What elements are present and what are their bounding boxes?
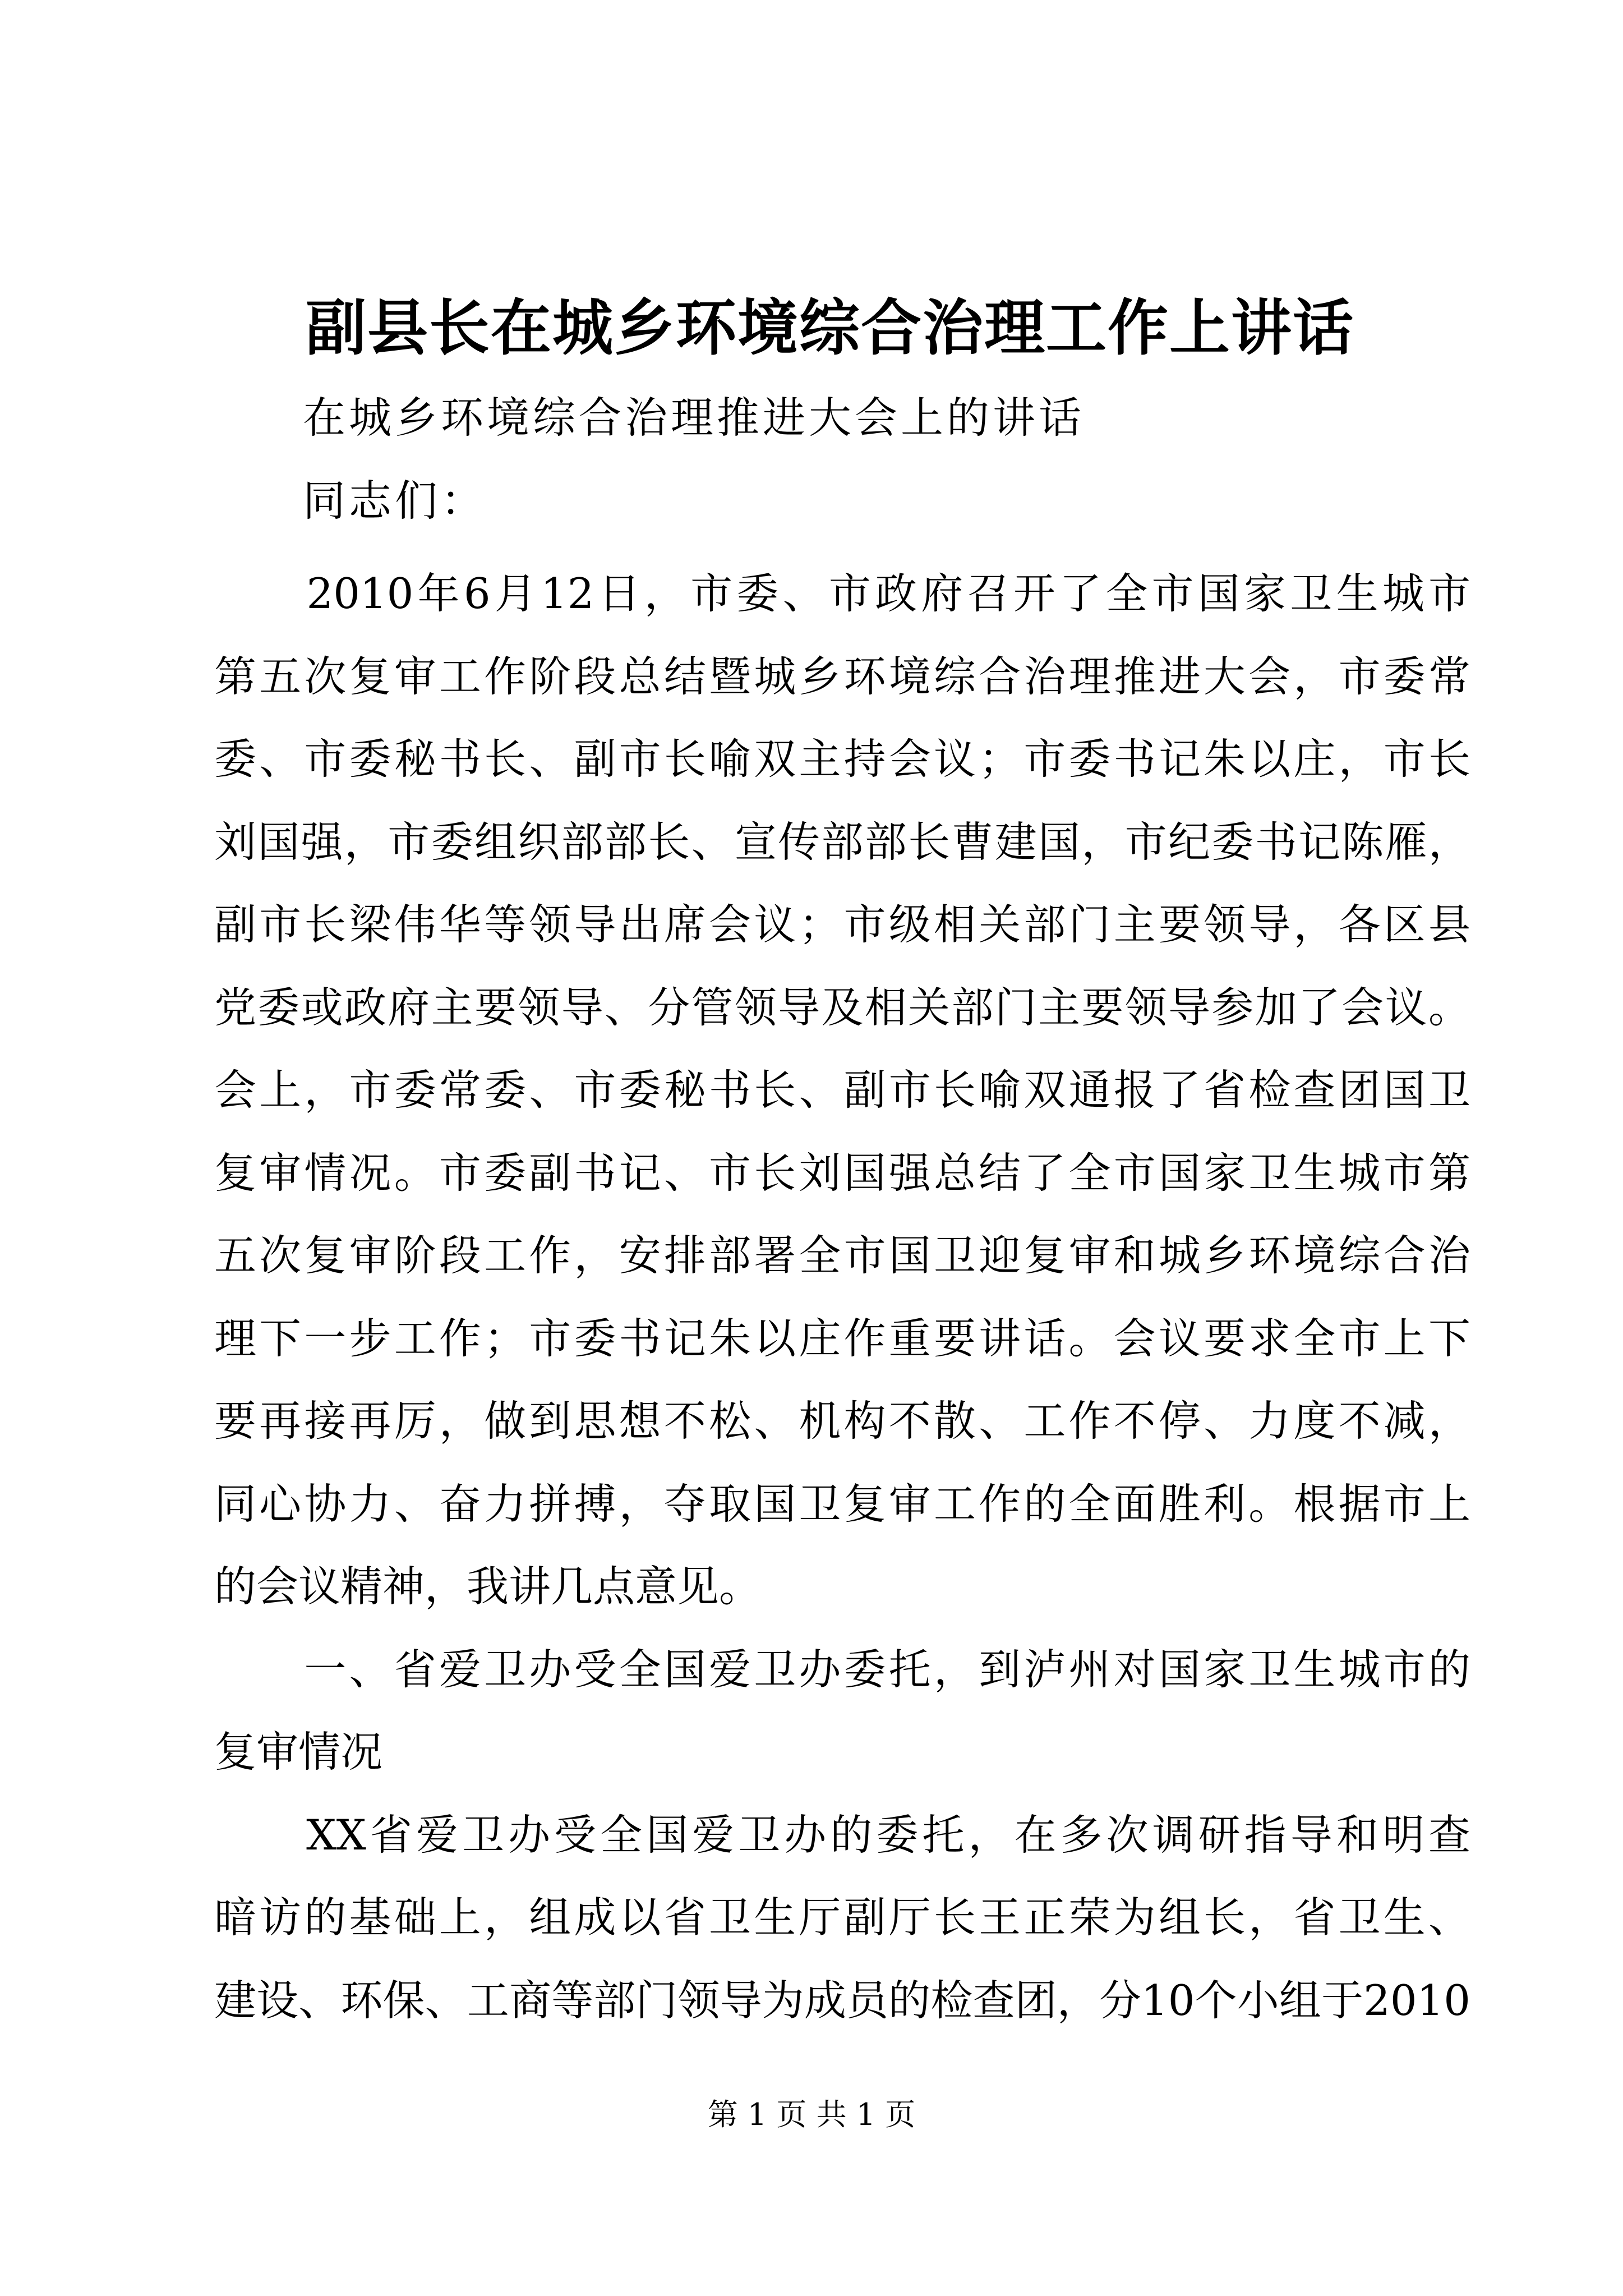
body-line: 委、市委秘书长、副市长喻双主持会议；市委书记朱以庄，市长 — [214, 734, 1470, 784]
body-line: 复审情况。市委副书记、市长刘国强总结了全市国家卫生城市第 — [214, 1148, 1470, 1198]
body-line: XX省爱卫办受全国爱卫办的委托，在多次调研指导和明查 — [214, 1810, 1470, 1860]
body-line: 2010年6月12日，市委、市政府召开了全市国家卫生城市 — [214, 569, 1470, 618]
body-line: 五次复审阶段工作，安排部署全市国卫迎复审和城乡环境综合治 — [214, 1231, 1470, 1280]
page-footer: 第 1 页 共 1 页 — [707, 2097, 916, 2132]
body-line: 党委或政府主要领导、分管领导及相关部门主要领导参加了会议。 — [214, 982, 1470, 1032]
body-text — [214, 553, 1470, 2042]
body-line: 刘国强，市委组织部部长、宣传部部长曹建国，市纪委书记陈雁， — [214, 817, 1470, 867]
body-line: 副市长梁伟华等领导出席会议；市级相关部门主要领导，各区县 — [214, 900, 1470, 949]
body-line: 的会议精神，我讲几点意见。 — [214, 1562, 762, 1611]
greeting-line: 同志们： — [303, 476, 487, 526]
body-line: 第五次复审工作阶段总结暨城乡环境综合治理推进大会，市委常 — [214, 651, 1470, 701]
body-line: 建设、环保、工商等部门领导为成员的检查团，分10个小组于2010 — [214, 1975, 1470, 2025]
body-line: 要再接再厉，做到思想不松、机构不散、工作不停、力度不减， — [214, 1396, 1470, 1446]
document-body — [214, 553, 1470, 2042]
document-title: 副县长在城乡环境综合治理工作上讲话 — [306, 293, 1355, 364]
section-heading-line: 一、省爱卫办受全国爱卫办委托，到泸州对国家卫生城市的 — [214, 1644, 1470, 1694]
section-heading-line: 复审情况 — [214, 1727, 383, 1777]
body-line: 理下一步工作；市委书记朱以庄作重要讲话。会议要求全市上下 — [214, 1313, 1470, 1363]
document-subtitle: 在城乡环境综合治理推进大会上的讲话 — [303, 393, 1085, 443]
body-line: 暗访的基础上，组成以省卫生厅副厅长王正荣为组长，省卫生、 — [214, 1893, 1470, 1942]
body-line: 同心协力、奋力拼搏，夺取国卫复审工作的全面胜利。根据市上 — [214, 1479, 1470, 1529]
body-line: 会上，市委常委、市委秘书长、副市长喻双通报了省检查团国卫 — [214, 1065, 1470, 1115]
